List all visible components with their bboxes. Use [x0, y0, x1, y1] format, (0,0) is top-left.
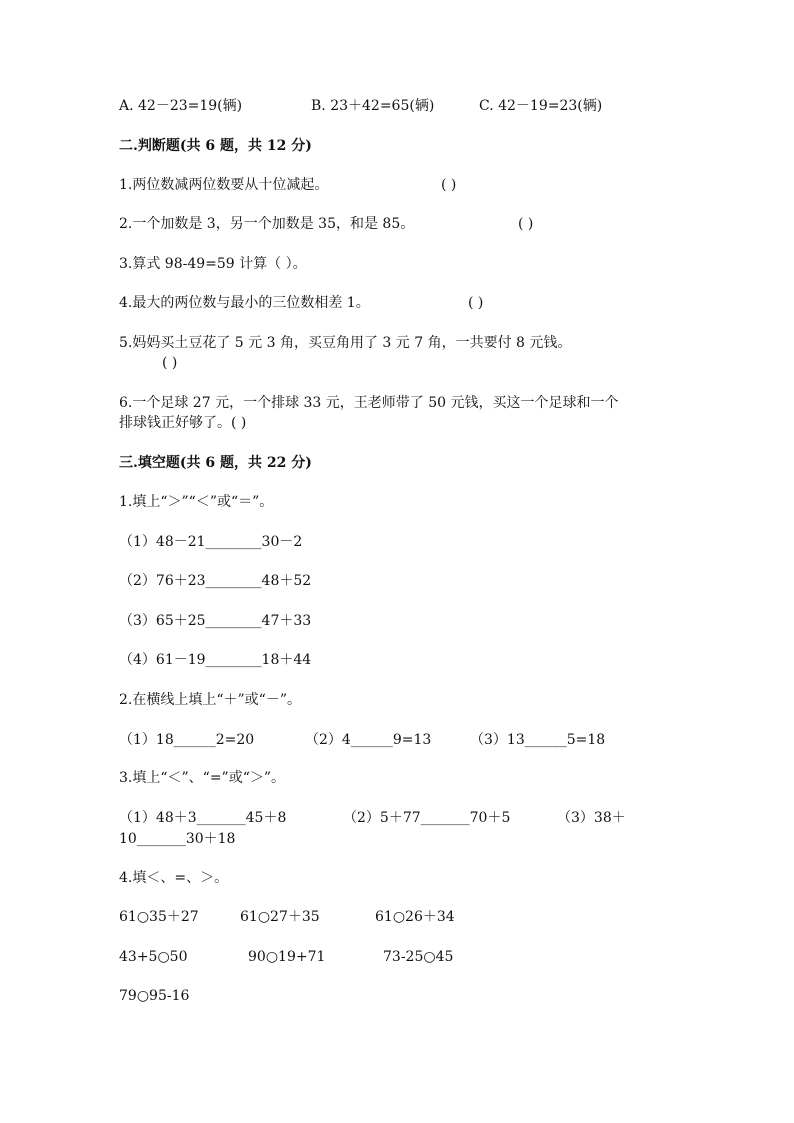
judge-q5: 5.妈妈买土豆花了 5 元 3 角，买豆角用了 3 元 7 角，一共要付 8 元钱。 — [119, 335, 572, 351]
fill-q2-item[interactable]: （2）4______9=13 — [305, 732, 432, 748]
fill-q2-item[interactable]: （1）18______2=20 — [119, 732, 255, 748]
fill-q2-prompt: 2.在横线上填上“＋”或“－”。 — [119, 692, 301, 708]
fill-q3-continuation[interactable]: 10_______30＋18 — [119, 831, 236, 847]
compare-item[interactable]: 61○26＋34 — [375, 909, 455, 925]
fill-q1-item[interactable]: （1）48－21________30－2 — [119, 534, 303, 550]
choice-c: C. 42－19=23(辆) — [479, 98, 603, 114]
compare-item[interactable]: 73-25○45 — [383, 949, 454, 965]
compare-item[interactable]: 61○27＋35 — [240, 909, 320, 925]
compare-item[interactable]: 90○19+71 — [248, 949, 326, 965]
choice-a: A. 42－23=19(辆) — [119, 98, 243, 114]
judge-q4-answer[interactable]: ( ) — [468, 295, 484, 311]
section3-title: 三.填空题(共 6 题，共 22 分) — [119, 455, 312, 471]
fill-q4-prompt: 4.填＜、=、＞。 — [119, 870, 229, 886]
judge-q2-answer[interactable]: ( ) — [518, 216, 534, 232]
fill-q1-item[interactable]: （2）76＋23________48＋52 — [119, 573, 312, 589]
fill-q1-item[interactable]: （3）65＋25________47＋33 — [119, 613, 312, 629]
judge-q3: 3.算式 98-49=59 计算（ ）。 — [119, 256, 307, 272]
judge-q1-answer[interactable]: ( ) — [441, 177, 457, 193]
judge-q4: 4.最大的两位数与最小的三位数相差 1。 — [119, 295, 370, 311]
fill-q1-item[interactable]: （4）61－19________18＋44 — [119, 652, 312, 668]
fill-q3-prompt: 3.填上“＜”、“=”或“＞”。 — [119, 770, 286, 786]
fill-q2-item[interactable]: （3）13______5=18 — [470, 732, 606, 748]
compare-item[interactable]: 43+5○50 — [119, 949, 188, 965]
judge-q1: 1.两位数减两位数要从十位减起。 — [119, 177, 329, 193]
choice-b: B. 23＋42=65(辆) — [311, 98, 435, 114]
judge-q6-line2: 排球钱正好够了。( ) — [119, 415, 247, 431]
fill-q3-item[interactable]: （3）38＋ — [557, 810, 626, 826]
judge-q5-answer[interactable]: ( ) — [162, 355, 178, 371]
fill-q3-item[interactable]: （2）5＋77_______70＋5 — [343, 810, 511, 826]
fill-q3-item[interactable]: （1）48＋3_______45＋8 — [119, 810, 287, 826]
judge-q6: 6.一个足球 27 元，一个排球 33 元，王老师带了 50 元钱，买这一个足球和一个 — [119, 395, 619, 411]
section2-title: 二.判断题(共 6 题，共 12 分) — [119, 138, 312, 154]
compare-item[interactable]: 79○95-16 — [119, 988, 190, 1004]
compare-item[interactable]: 61○35＋27 — [119, 909, 199, 925]
fill-q1-prompt: 1.填上“＞”“＜”或“＝”。 — [119, 494, 274, 510]
judge-q2: 2.一个加数是 3，另一个加数是 35，和是 85。 — [119, 216, 415, 232]
